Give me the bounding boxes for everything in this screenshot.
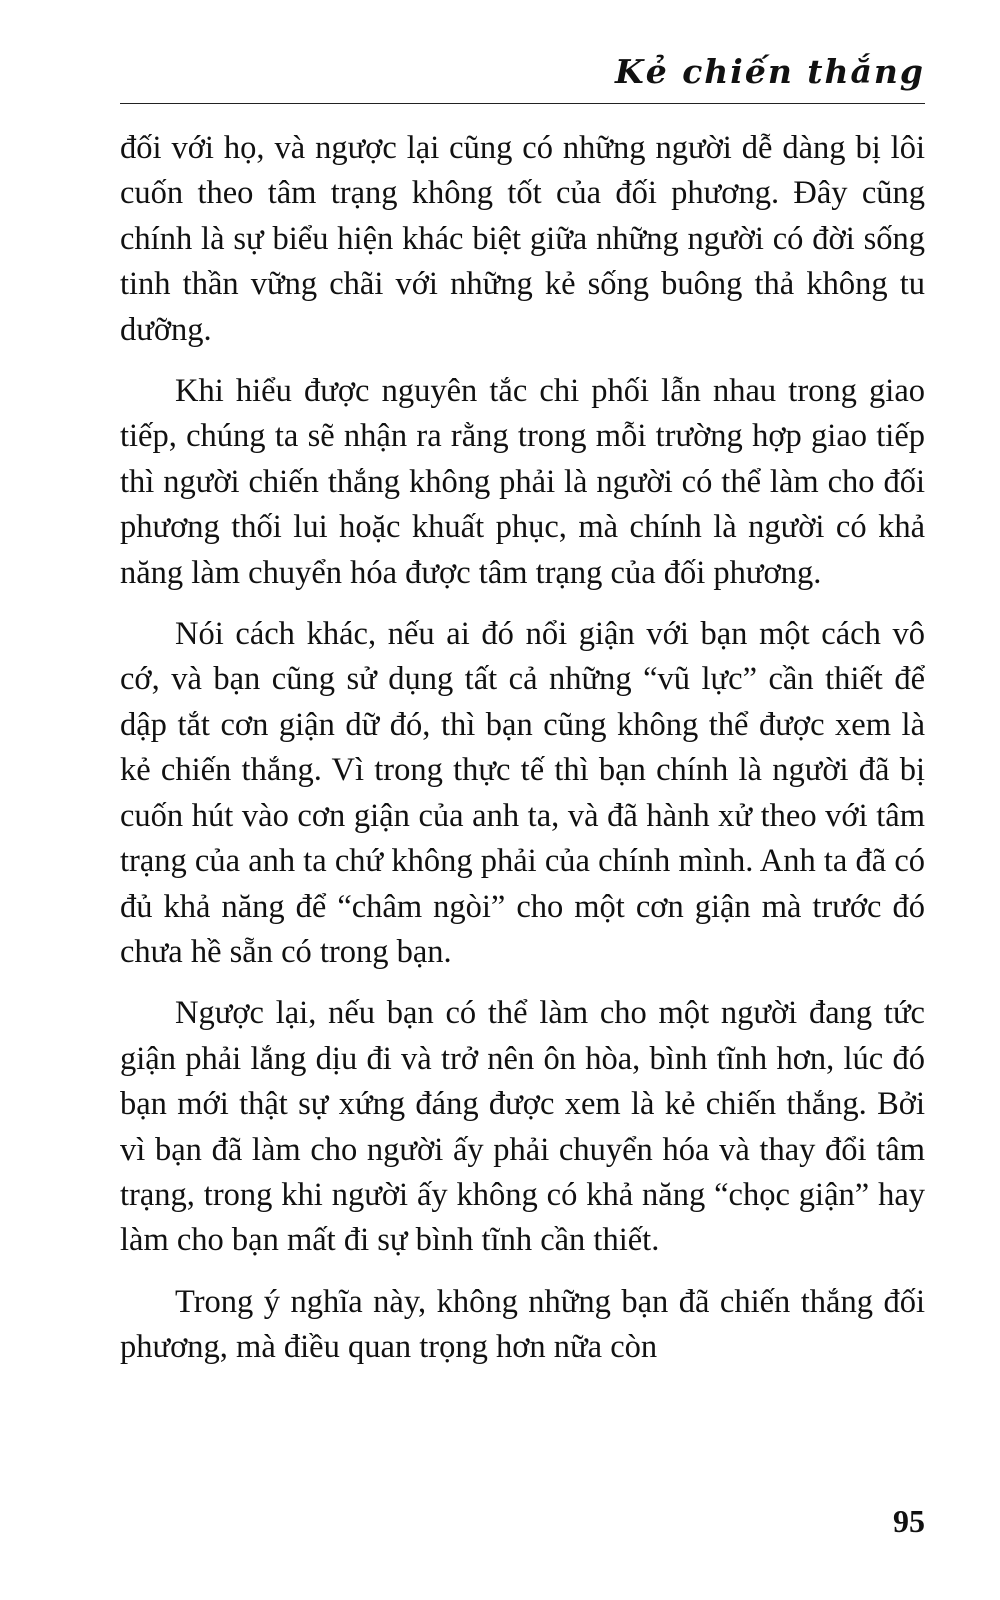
paragraph-3: Nói cách khác, nếu ai đó nổi giận với bạn một cách vô cớ, và bạn cũng sử dụng tất cả những “vũ lực” cần thiết để dập tắt cơn giận dữ đó, thì bạn cũng không thể được xem là kẻ chiến thắng. Vì trong thực tế thì bạn chính là người đã bị cuốn hút vào cơn giận của anh ta, và đã hành xử theo với tâm trạng của anh ta chứ không phải của chính mình. Anh ta đã có đủ khả năng để “châm ngòi” cho một cơn giận mà trước đó chưa hề sẵn có trong bạn. [120, 616, 925, 970]
paragraph-4: Ngược lại, nếu bạn có thể làm cho một người đang tức giận phải lắng dịu đi và trở nên ôn hòa, bình tĩnh hơn, lúc đó bạn mới thật sự xứng đáng được xem là kẻ chiến thắng. Bởi vì bạn đã làm cho người ấy phải chuyển hóa và thay đổi tâm trạng, trong khi người ấy không có khả năng “chọc giận” hay làm cho bạn mất đi sự bình tĩnh cần thiết. [120, 995, 925, 1259]
page-number: 95 [893, 1503, 925, 1539]
header-divider [120, 103, 925, 104]
paragraph-2: Khi hiểu được nguyên tắc chi phối lẫn nhau trong giao tiếp, chúng ta sẽ nhận ra rằng trong mỗi trường hợp giao tiếp thì người chiến thắng không phải là người có thể làm cho đối phương thối lui hoặc khuất phục, mà chính là người có khả năng làm chuyển hóa được tâm trạng của đối phương. [120, 373, 925, 591]
paragraph-1: đối với họ, và ngược lại cũng có những người dễ dàng bị lôi cuốn theo tâm trạng không tốt của đối phương. Đây cũng chính là sự biểu hiện khác biệt giữa những người có đời sống tinh thần vững chãi với những kẻ sống buông thả không tu dưỡng. [120, 130, 925, 348]
paragraph-5: Trong ý nghĩa này, không những bạn đã chiến thắng đối phương, mà điều quan trọng hơn nữa còn [120, 1283, 925, 1366]
running-header-title: Kẻ chiến thắng [615, 52, 925, 91]
page-body [120, 126, 925, 1387]
